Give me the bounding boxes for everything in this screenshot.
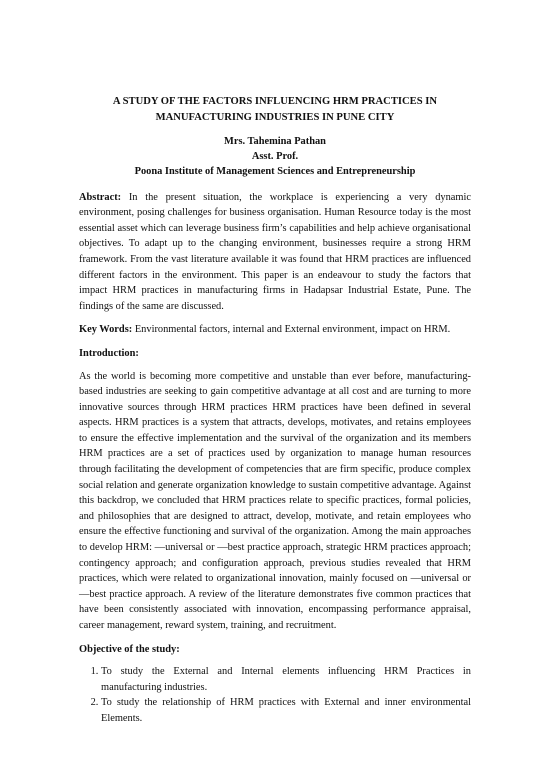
abstract-label: Abstract: bbox=[79, 191, 122, 203]
title-line-1: A STUDY OF THE FACTORS INFLUENCING HRM PRACTICES IN bbox=[112, 96, 438, 107]
author-affiliation: Poona Institute of Management Sciences and Entrepreneurship bbox=[134, 165, 416, 177]
author-designation: Asst. Prof. bbox=[251, 150, 299, 162]
keywords-text: Environmental factors, internal and External environment, impact on HRM. bbox=[134, 324, 451, 336]
paper-title bbox=[79, 94, 471, 125]
introduction-text: As the world is becoming more competitive and unstable than ever before, manufacturing-based industries are seeking to gain competitive advantage at all cost and are turning to more innovative sources through HRM practices HRM practices have been defined in several aspects. HRM practices is a system that attracts, develops, motivates, and retains employees to ensure the effective implementation and the survival of the organization and its members HRM practices are a set of practices used by organization to manage human resources through facilitating the development of competencies that are firm specific, produce complex social relation and generate organization knowledge to sustain competitive advantage. Against this backdrop, we concluded that HRM practices relate to specific practices, formal policies, and philosophies that are designed to attract, develop, motivate, and retain employees who ensure the effective functioning and survival of the organization. Among the main approaches to develop HRM: ―universal or ―best practice approach, strategic HRM practices approach; contingency approach; and configuration approach, previous studies revealed that HRM practices, which were related to organizational innovation, mainly focused on ―universal or ―best practice approach. A review of the literature demonstrates five common practices that have been consistently associated with innovation, encompassing performance appraisal, career management, reward system, training, and recruitment. bbox=[79, 370, 471, 632]
abstract-paragraph bbox=[79, 190, 471, 315]
keywords-label: Key Words: bbox=[79, 324, 133, 336]
introduction-heading: Introduction: bbox=[79, 347, 139, 359]
title-line-2: MANUFACTURING INDUSTRIES IN PUNE CITY bbox=[155, 111, 395, 123]
objective-item: 2. To study the relationship of HRM practices with External and inner environmental Elements. bbox=[101, 695, 471, 726]
objective-item: 1. To study the External and Internal elements influencing HRM Practices in manufacturing industries. bbox=[101, 664, 471, 695]
author-name: Mrs. Tahemina Pathan bbox=[224, 136, 326, 148]
objective-heading: Objective of the study: bbox=[79, 643, 180, 655]
keywords-paragraph bbox=[79, 322, 471, 338]
author-block bbox=[79, 135, 471, 179]
abstract-text: In the present situation, the workplace is experiencing a very dynamic environment, posing challenges for business organisation. Human Resource today is the most essential asset which can leverage business firm’s capabilities and help achieve organisational objectives. To adapt up to the changing environment, businesses require a strong HRM framework. From the vast literature available it was found that HRM practices are influenced different factors in the environment. This paper is an endeavour to study the factors that impact HRM practices in manufacturing firms in Hadapsar Industrial Estate, Pune. The findings of the same are discussed. bbox=[79, 191, 471, 312]
objectives-list bbox=[79, 664, 471, 726]
